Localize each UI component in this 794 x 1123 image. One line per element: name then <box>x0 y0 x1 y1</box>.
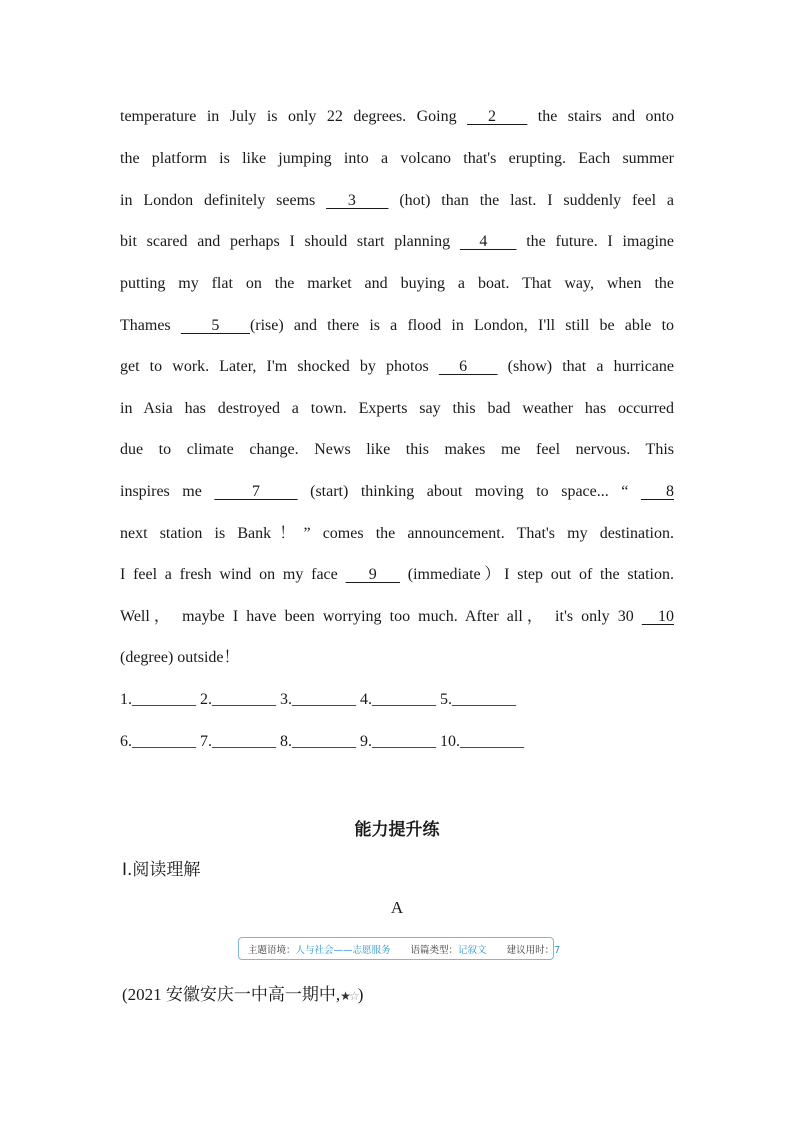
passage-line-7: get to work. Later, I'm shocked by photos 6 (show) that a hurricane <box>120 358 675 375</box>
blank-9: 9 <box>345 566 401 583</box>
genre-field: 语篇类型：记叙文 <box>410 944 487 956</box>
blank-4: 4 <box>459 233 517 250</box>
passage-line-14: (degree) outside！ <box>120 649 240 666</box>
passage-line-13: Well， maybe I have been worrying too much. After all， it's only 30 10 <box>120 608 674 625</box>
section-heading: 能力提升练 <box>354 820 440 840</box>
passage-line-11: next station is Bank！” comes the announcement. That's my destination. <box>120 525 674 542</box>
answer-row-1: 1.________ 2.________ 3.________ 4.________ 5.________ <box>120 691 516 708</box>
passage-label: A <box>390 898 404 917</box>
reading-comprehension-label: Ⅰ.阅读理解 <box>122 860 201 880</box>
passage-line-9: due to climate change. News like this makes me feel nervous. This <box>120 441 674 458</box>
source-line: (2021 安徽安庆一中高一期中,★☆) <box>122 985 364 1004</box>
passage-line-5: putting my flat on the market and buying a boat. That way, when the <box>120 275 674 292</box>
difficulty-stars-icon: ★☆ <box>340 989 358 1003</box>
passage-line-10: inspires me 7 (start) thinking about moving to space... “ 8 <box>120 483 674 500</box>
blank-2: 2 <box>467 108 528 125</box>
passage-line-4: bit scared and perhaps I should start planning 4 the future. I imagine <box>120 233 674 250</box>
blank-3: 3 <box>326 192 389 209</box>
blank-7: 7 <box>214 483 298 500</box>
blank-6: 6 <box>438 358 498 375</box>
passage-line-6: Thames 5 (rise) and there is a flood in London, I'll still be able to <box>120 317 675 334</box>
answer-row-2: 6.________ 7.________ 8.________ 9.________ 10.________ <box>120 733 524 750</box>
passage-line-8: in Asia has destroyed a town. Experts say this bad weather has occurred <box>120 400 674 417</box>
time-field: 建议用时：7 <box>506 944 561 956</box>
blank-10: 10 <box>641 608 674 625</box>
passage-line-2: the platform is like jumping into a volcano that's erupting. Each summer <box>120 150 674 167</box>
passage-info-bar <box>238 937 561 960</box>
passage-line-1: temperature in July is only 22 degrees. Going 2 the stairs and onto <box>120 108 675 125</box>
blank-8: 8 <box>640 483 674 500</box>
theme-field: 主题语境：人与社会——志愿服务 <box>248 944 391 956</box>
passage-line-12: I feel a fresh wind on my face 9 (immediate）I step out of the station. <box>120 566 675 583</box>
blank-5: 5 <box>180 317 250 334</box>
passage-line-3: in London definitely seems 3 (hot) than the last. I suddenly feel a <box>120 192 674 209</box>
